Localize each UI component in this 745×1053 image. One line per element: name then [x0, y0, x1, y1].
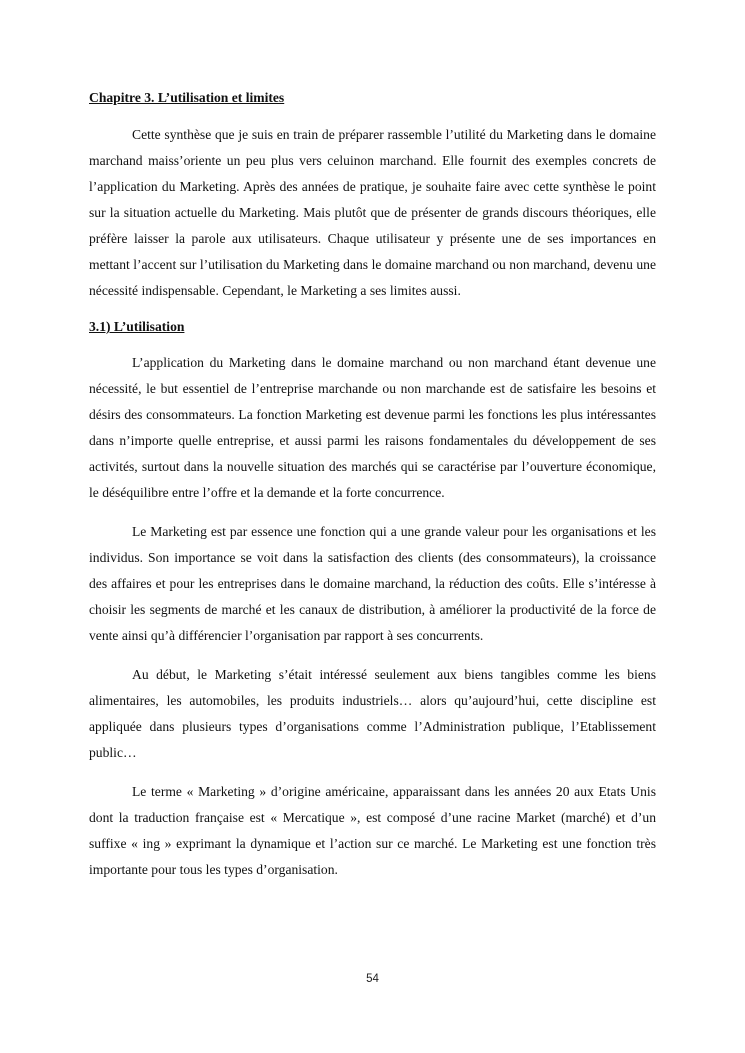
section-paragraph-4: Le terme « Marketing » d’origine américaine, apparaissant dans les années 20 aux Etats Unis dont la traduction française est « Mercatique », est composé d’une racine Market (marché) et d’un suffixe « ing » exprimant la dynamique et l’action sur ce marché. Le Marketing est une fonction très importante pour tous les types d’organisation.	[89, 784, 656, 877]
page-number: 54	[366, 973, 379, 985]
section-paragraph-3: Au début, le Marketing s’était intéressé seulement aux biens tangibles comme les biens alimentaires, les automobiles, les produits industriels… alors qu’aujourd’hui, cette discipline est appliquée dans plusieurs types d’organisations comme l’Administration publique, l’Etablissement public…	[89, 667, 656, 760]
section-title: 3.1) L’utilisation	[89, 319, 185, 334]
document-page	[89, 88, 656, 896]
section-paragraph-1: L’application du Marketing dans le domaine marchand ou non marchand étant devenue une nécessité, le but essentiel de l’entreprise marchande ou non marchande est de satisfaire les besoins et désirs des consommateurs. La fonction Marketing est devenue parmi les fonctions les plus intéressantes dans n’importe quelle entreprise, et aussi parmi les raisons fondamentales du développement de ses activités, surtout dans la nouvelle situation des marchés qui se caractérise par l’ouverture économique, le déséquilibre entre l’offre et la demande et la forte concurrence.	[89, 355, 656, 500]
chapter-title: Chapitre 3. L’utilisation et limites	[89, 90, 285, 105]
section-paragraph-2: Le Marketing est par essence une fonction qui a une grande valeur pour les organisations et les individus. Son importance se voit dans la satisfaction des clients (des consommateurs), la croissance des affaires et pour les entreprises dans le domaine marchand, la réduction des coûts. Elle s’intéresse à choisir les segments de marché et les canaux de distribution, à améliorer la productivité de la force de vente ainsi qu’à différencier l’organisation par rapport à ses concurrents.	[89, 524, 656, 643]
chapter-intro-paragraph: Cette synthèse que je suis en train de préparer rassemble l’utilité du Marketing dans le domaine marchand maiss’oriente un peu plus vers celuinon marchand. Elle fournit des exemples concrets de l’application du Marketing. Après des années de pratique, je souhaite faire avec cette synthèse le point sur la situation actuelle du Marketing. Mais plutôt que de présenter de grands discours théoriques, elle préfère laisser la parole aux utilisateurs. Chaque utilisateur y présente une de ses importances en mettant l’accent sur l’utilisation du Marketing dans le domaine marchand ou non marchand, devenu une nécessité indispensable. Cependant, le Marketing a ses limites aussi.	[89, 127, 656, 298]
